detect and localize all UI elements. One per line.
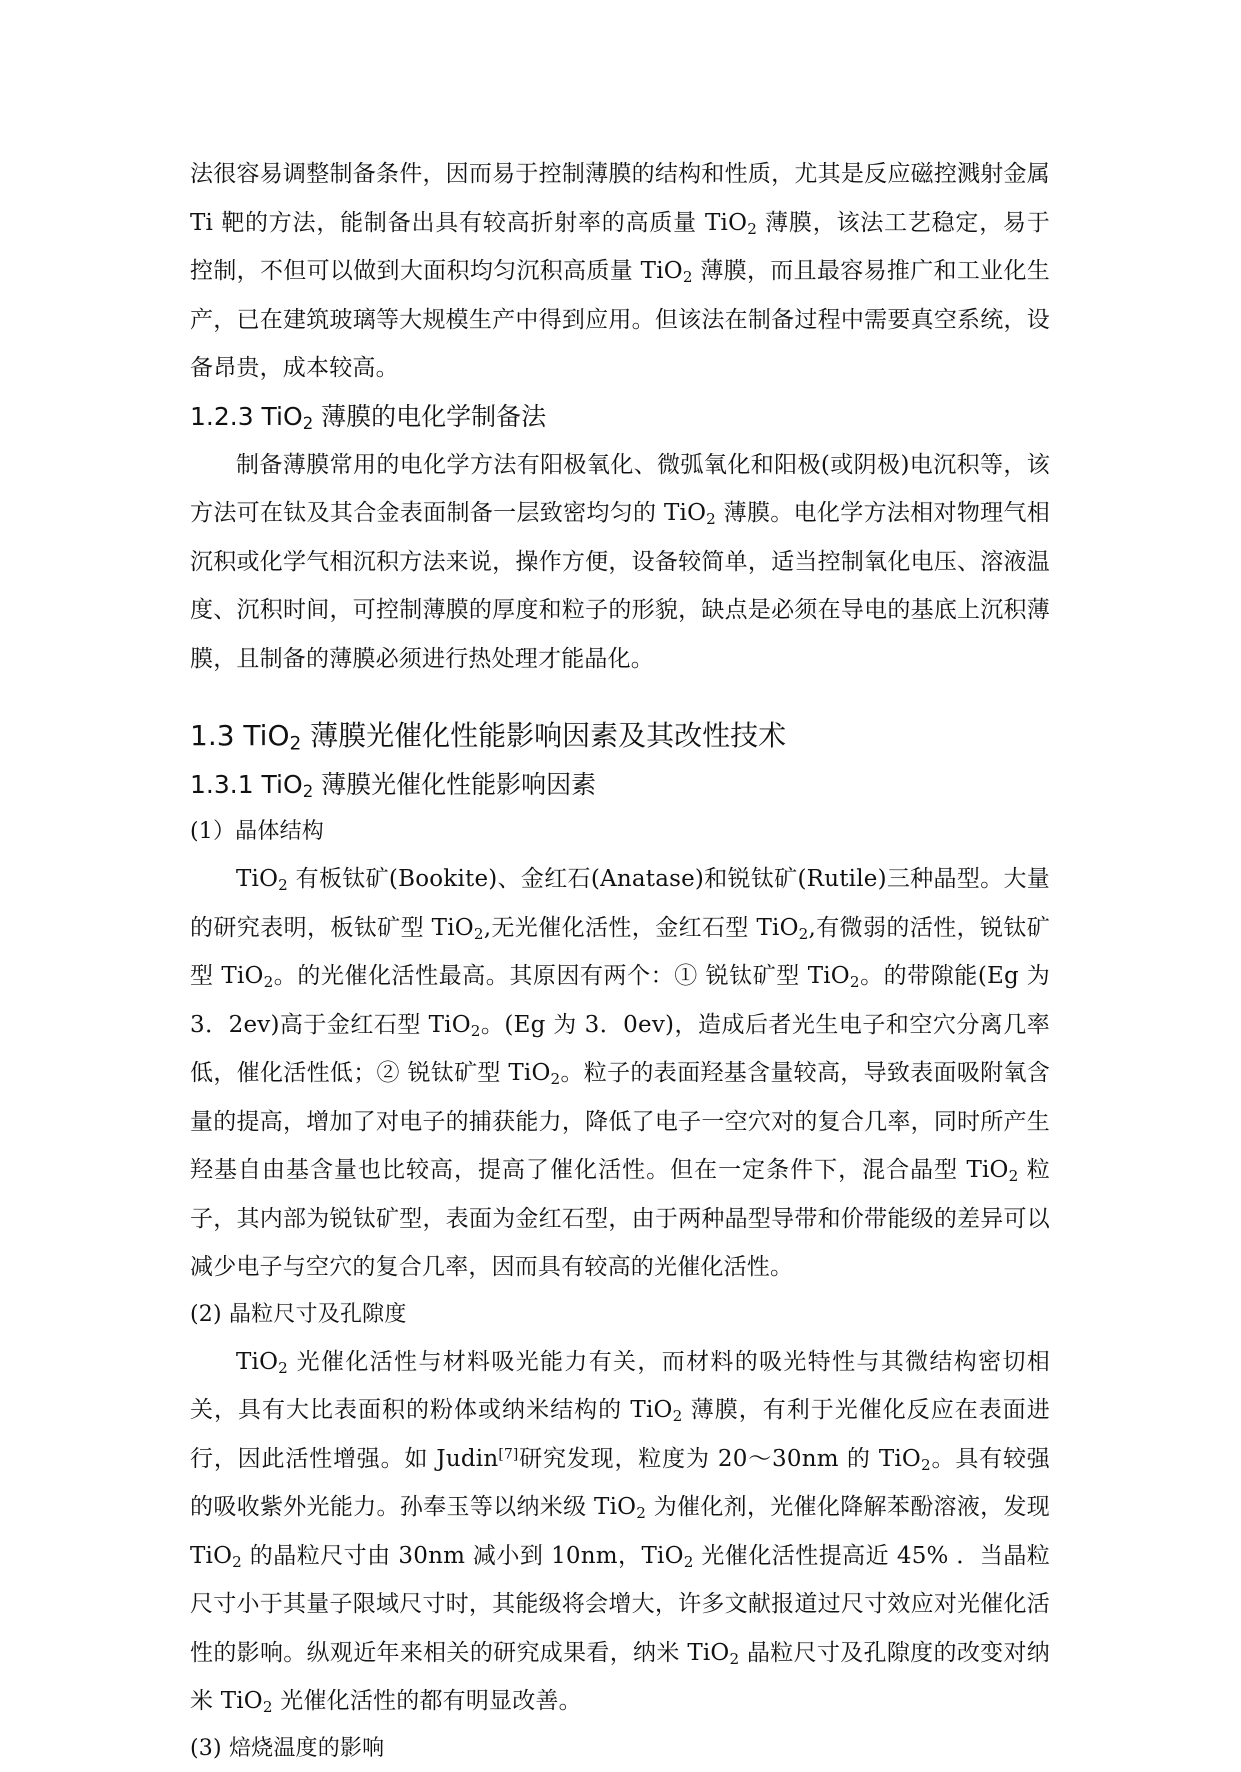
heading-text: 1.3.1 TiO [190, 770, 303, 799]
subscript: 2 [798, 924, 809, 943]
subscript: 2 [550, 1069, 561, 1088]
subscript: 2 [706, 509, 717, 528]
text-run: ,有微弱的活性，锐钛矿型 TiO [190, 914, 1051, 989]
subscript: 2 [232, 1552, 243, 1571]
text-run: TiO [236, 866, 279, 892]
paragraph-sputtering [190, 150, 1050, 393]
section-heading-1-3 [190, 711, 1050, 761]
paragraph-crystal-structure [190, 855, 1050, 1292]
text-run: 有板钛矿(Bookite)、金红石(Anatase)和锐钛矿(Rutile)三种晶型。大量的研究表明，板钛矿型 TiO [190, 866, 1050, 941]
text-run: 为催化剂，光催化降解苯酚溶液，发现 TiO [190, 1494, 1050, 1569]
text-run: 研究发现，粒度为 20～30nm 的 TiO [518, 1445, 921, 1472]
subscript: 2 [682, 267, 693, 286]
subscript: 2 [278, 875, 289, 894]
heading-text: 1.3 TiO [190, 719, 290, 752]
text-run: 。(Eg 为 3．0ev)，造成后者光生电子和空穴分离几率低，催化活性低；② 锐钛矿型 TiO [190, 1011, 1050, 1086]
subscript: 2 [921, 1455, 931, 1474]
text-run: 。粒子的表面羟基含量较高，导致表面吸附氧含量的提高，增加了对电子的捕获能力，降低了电子一空穴对的复合几率，同时所产生羟基自由基含量也比较高，提高了催化活性。但在一定条件下，混合晶型 TiO [190, 1060, 1050, 1183]
subscript: 2 [473, 924, 484, 943]
subscript: 2 [729, 1649, 740, 1668]
text-run: 薄膜，而且最容易推广和工业化生产，已在建筑玻璃等大规模生产中得到应用。但该法在制备过程中需要真空系统，设备昂贵，成本较高。 [190, 258, 1050, 381]
text-run: 光催化活性的都有明显改善。 [272, 1688, 582, 1714]
subscript: 2 [263, 972, 274, 991]
text-run: TiO [236, 1348, 279, 1375]
subscript: 2 [302, 782, 314, 802]
text-run: 薄膜，该法工艺稳定，易于控制，不但可以做到大面积均匀沉积高质量 TiO [190, 209, 1050, 284]
text-run: 。具有较强的吸收紫外光能力。孙奉玉等以纳米级 TiO [190, 1445, 1051, 1520]
text-run: 粒子，其内部为锐钛矿型，表面为金红石型，由于两种晶型导带和价带能级的差异可以减少电子与空穴的复合几率，因而具有较高的光催化活性。 [190, 1157, 1050, 1280]
text-run: 。的带隙能(Eg 为 3．2ev)高于金红石型 TiO [190, 963, 1050, 1038]
subscript: 2 [849, 972, 860, 991]
text-run: 的晶粒尺寸由 30nm 减小到 10nm，TiO [242, 1542, 684, 1569]
heading-text: 薄膜的电化学制备法 [313, 401, 547, 431]
text-run: 制备薄膜常用的电化学方法有阳极氧化、微弧氧化和阳极(或阴极)电沉积等，该方法可在钛及其合金表面制备一层致密均匀的 TiO [190, 451, 1050, 526]
subscript: 2 [747, 219, 758, 238]
paragraph-grain-size [190, 1338, 1050, 1726]
subscript: 2 [289, 733, 302, 755]
text-run: ,无光催化活性，金红石型 TiO [483, 914, 799, 941]
heading-text: 薄膜光催化性能影响因素及其改性技术 [301, 719, 787, 752]
section-heading-1-2-3 [190, 393, 1050, 441]
subscript: 2 [470, 1021, 481, 1040]
subscript: 2 [302, 413, 314, 433]
subscript: 2 [636, 1503, 647, 1522]
subscript: 2 [262, 1697, 273, 1716]
text-run: 光催化活性与材料吸光能力有关，而材料的吸光特性与其微结构密切相关，具有大比表面积的粉体或纳米结构的 TiO [190, 1348, 1050, 1423]
citation-7[interactable]: [7] [498, 1445, 519, 1462]
paragraph-electrochemical [190, 441, 1050, 684]
text-run: 薄膜，有利于光催化反应在表面进行，因此活性增强。如 Judin [190, 1397, 1051, 1472]
list-item-crystal-structure: (1）晶体结构 [190, 819, 324, 844]
section-heading-1-3-1 [190, 761, 1050, 809]
heading-text: 1.2.3 TiO [190, 401, 303, 431]
text-run: 法很容易调整制备条件，因而易于控制薄膜的结构和性质，尤其是反应磁控溅射金属 Ti 靶的方法，能制备出具有较高折射率的高质量 TiO [190, 161, 1050, 236]
page-content [190, 150, 1050, 1772]
subscript: 2 [1008, 1166, 1019, 1185]
text-run: 光催化活性提高近 45% ．当晶粒尺寸小于其量子限域尺寸时，其能级将会增大，许多文献报道过尺寸效应对光催化活性的影响。纵观近年来相关的研究成果看，纳米 TiO [190, 1542, 1051, 1666]
list-item-grain-size: (2) 晶粒尺寸及孔隙度 [190, 1301, 407, 1327]
list-item-calcination: (3) 焙烧温度的影响 [190, 1735, 385, 1761]
subscript: 2 [683, 1552, 694, 1571]
heading-text: 薄膜光催化性能影响因素 [313, 770, 597, 799]
subscript: 2 [278, 1358, 289, 1377]
subscript: 2 [672, 1406, 683, 1425]
text-run: 晶粒尺寸及孔隙度的改变对纳米 TiO [190, 1639, 1050, 1714]
text-run: 薄膜。电化学方法相对物理气相沉积或化学气相沉积方法来说，操作方便，设备较简单，适当控制氧化电压、溶液温度、沉积时间，可控制薄膜的厚度和粒子的形貌，缺点是必须在导电的基底上沉积薄膜，且制备的薄膜必须进行热处理才能晶化。 [190, 500, 1051, 672]
text-run: 。的光催化活性最高。其原因有两个：① 锐钛矿型 TiO [273, 963, 850, 989]
